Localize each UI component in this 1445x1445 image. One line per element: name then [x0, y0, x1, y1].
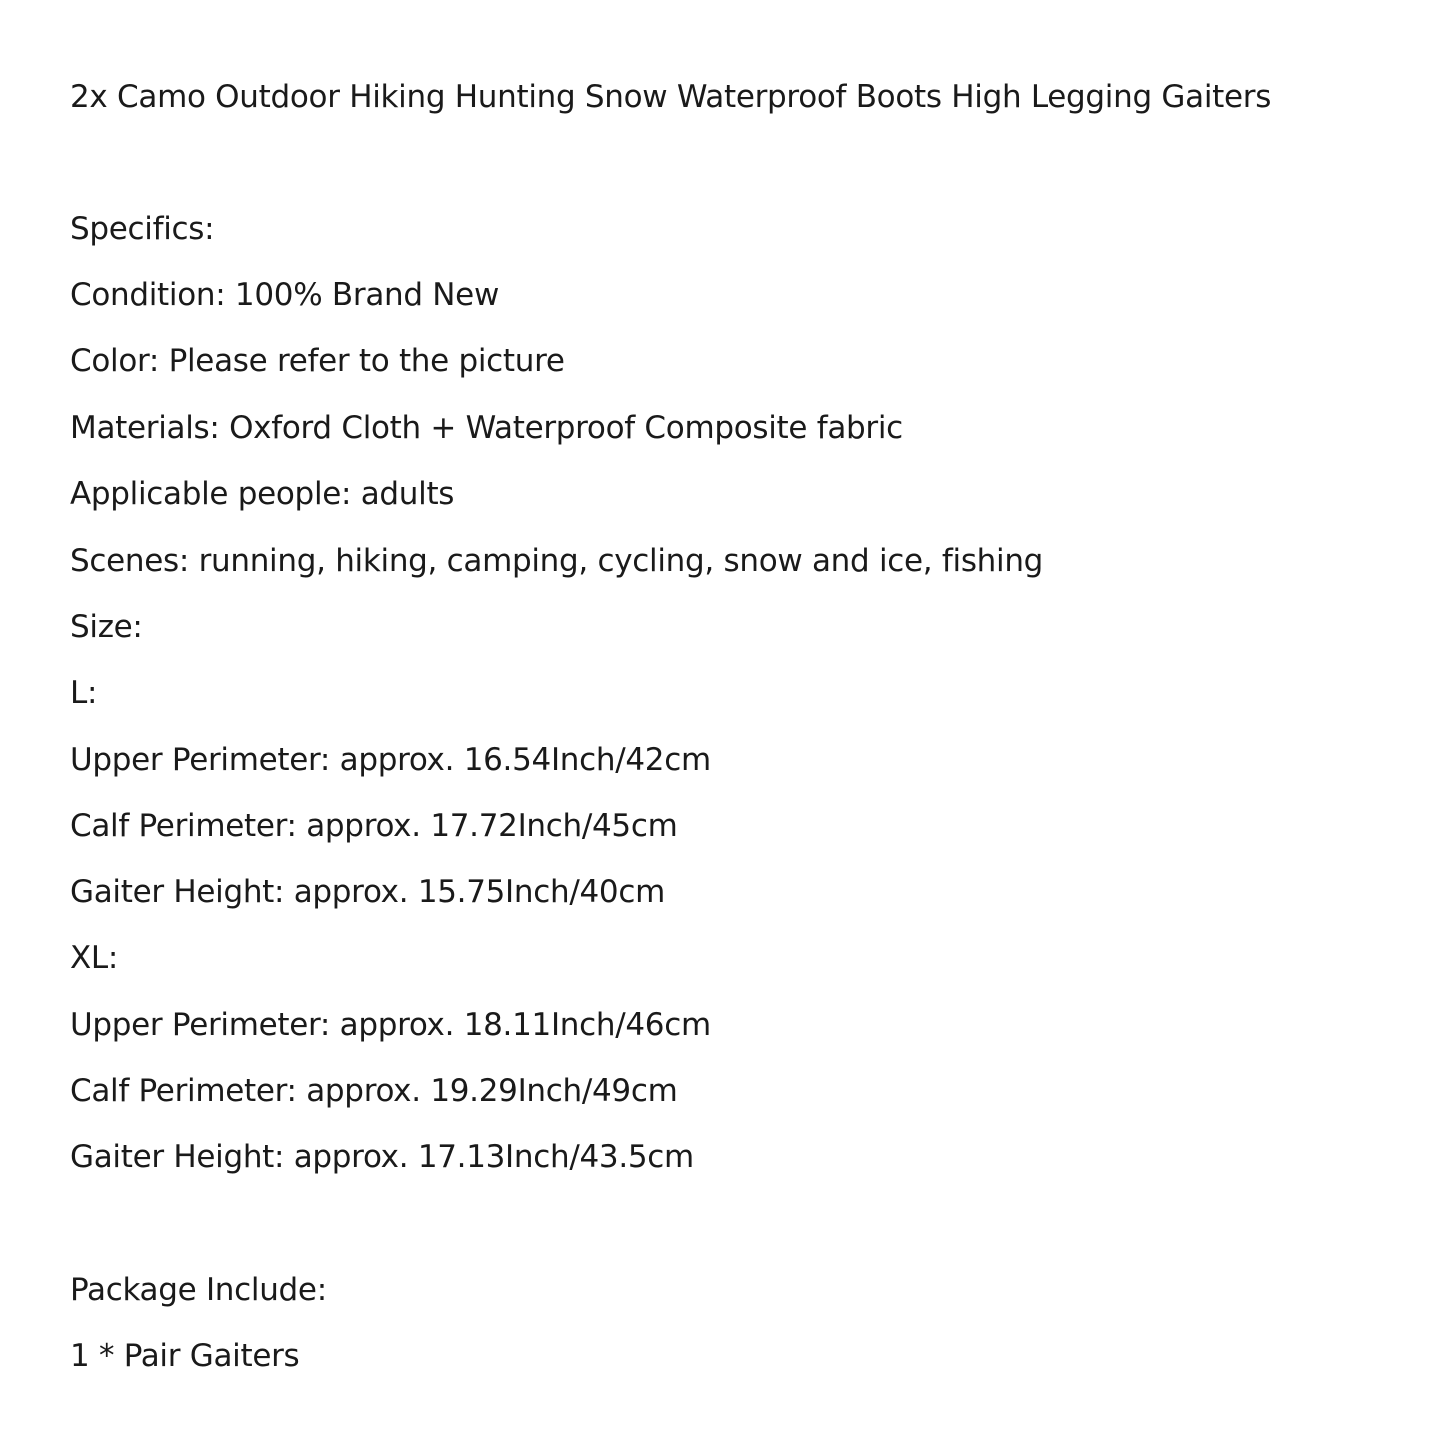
size-l-upper-perimeter: Upper Perimeter: approx. 16.54Inch/42cm: [70, 742, 711, 778]
size-xl-label: XL:: [70, 940, 119, 976]
specifics-heading: Specifics:: [70, 211, 215, 247]
spec-color: Color: Please refer to the picture: [70, 343, 565, 379]
spec-materials: Materials: Oxford Cloth + Waterproof Composite fabric: [70, 410, 903, 446]
size-xl-calf-perimeter: Calf Perimeter: approx. 19.29Inch/49cm: [70, 1073, 678, 1109]
spec-applicable-people: Applicable people: adults: [70, 476, 455, 512]
size-heading: Size:: [70, 609, 143, 645]
size-l-calf-perimeter: Calf Perimeter: approx. 17.72Inch/45cm: [70, 808, 678, 844]
size-l-label: L:: [70, 675, 98, 711]
spec-condition: Condition: 100% Brand New: [70, 277, 500, 313]
size-xl-upper-perimeter: Upper Perimeter: approx. 18.11Inch/46cm: [70, 1007, 711, 1043]
product-title: 2x Camo Outdoor Hiking Hunting Snow Waterproof Boots High Legging Gaiters: [70, 79, 1272, 115]
product-description: [70, 0, 1445, 1445]
package-item: 1 * Pair Gaiters: [70, 1338, 300, 1374]
size-l-gaiter-height: Gaiter Height: approx. 15.75Inch/40cm: [70, 874, 665, 910]
package-heading: Package Include:: [70, 1272, 327, 1308]
size-xl-gaiter-height: Gaiter Height: approx. 17.13Inch/43.5cm: [70, 1139, 694, 1175]
spec-scenes: Scenes: running, hiking, camping, cycling, snow and ice, fishing: [70, 543, 1044, 579]
